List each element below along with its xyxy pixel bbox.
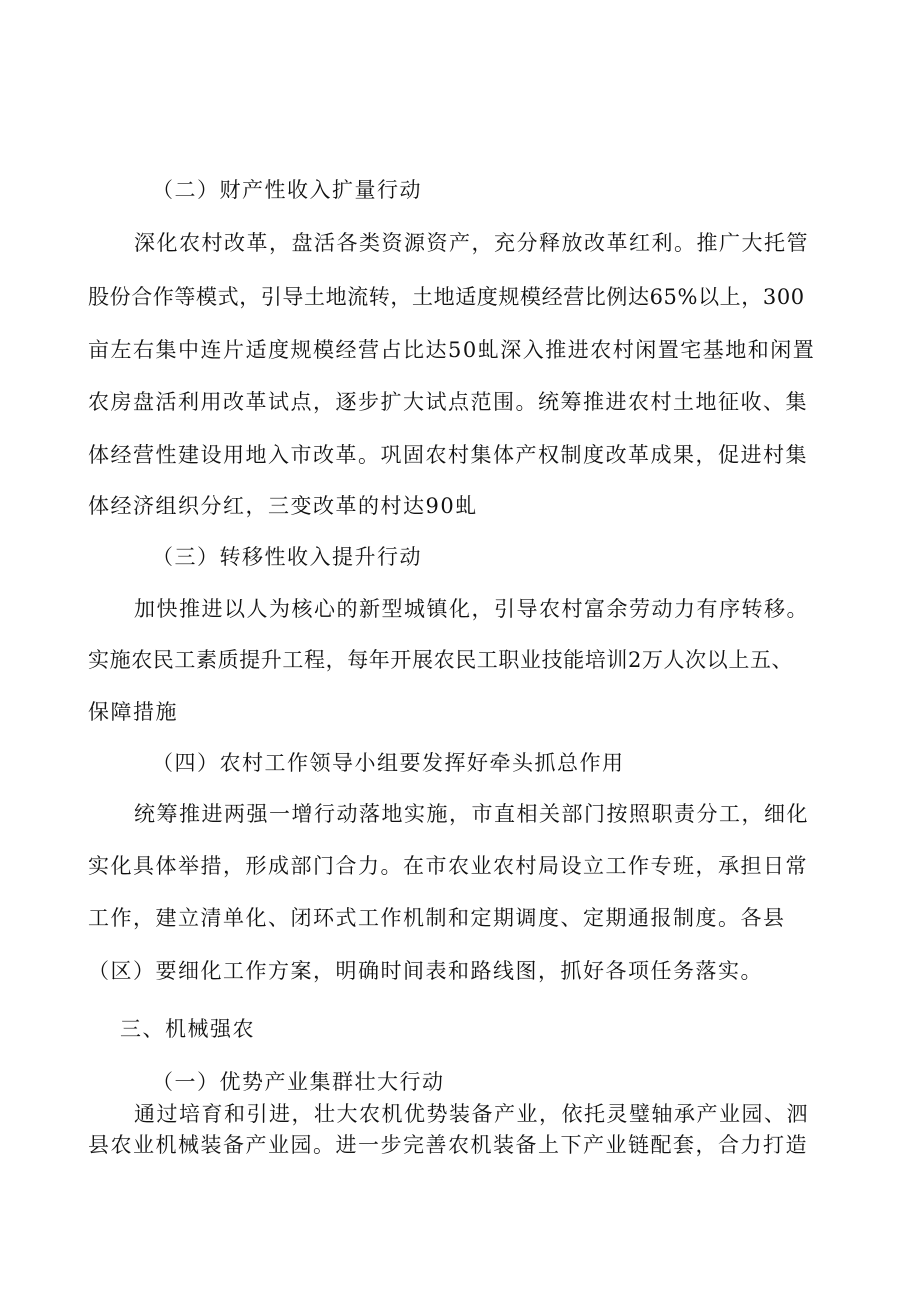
heading-safeguards: 保障措施 [88, 700, 178, 724]
paragraph-line: （区）要细化工作方案，明确时间表和路线图，抓好各项任务落实。 [88, 959, 763, 983]
paragraph-line: 体经营性建设用地入市改革。巩固农村集体产权制度改革成果，促进村集 [88, 443, 808, 467]
paragraph-line: 实化具体举措，形成部门合力。在市农业农村局设立工作专班，承担日常 [88, 854, 808, 878]
paragraph-line: 统筹推进两强一增行动落地实施，市直相关部门按照职责分工，细化 [134, 802, 809, 826]
heading-transfer-income: （三）转移性收入提升行动 [152, 545, 422, 569]
paragraph-line: 深化农村改革，盘活各类资源资产，充分释放改革红利。推广大托管 [134, 231, 809, 255]
heading-leadership-group: （四）农村工作领导小组要发挥好牵头抓总作用 [152, 751, 625, 775]
paragraph-line: 农房盘活利用改革试点，逐步扩大试点范围。统筹推进农村土地征收、集 [88, 390, 808, 414]
heading-industry-cluster: （一）优势产业集群壮大行动 [152, 1070, 445, 1094]
paragraph-line: 县农业机械装备产业园。进一步完善农机装备上下产业链配套，合力打造 [88, 1133, 808, 1157]
paragraph-line: 加快推进以人为核心的新型城镇化，引导农村富余劳动力有序转移。 [134, 597, 809, 621]
paragraph-line: 工作，建立清单化、闭环式工作机制和定期调度、定期通报制度。各县 [88, 906, 786, 930]
paragraph-line: 体经济组织分红，三变改革的村达90虬 [88, 494, 478, 518]
heading-machinery: 三、机械强农 [120, 1017, 255, 1041]
heading-property-income: （二）财产性收入扩量行动 [152, 178, 422, 202]
paragraph-line: 股份合作等模式，引导土地流转，土地适度规模经营比例达65%以上，300 [88, 285, 805, 309]
paragraph-line: 亩左右集中连片适度规模经营占比达50虬深入推进农村闲置宅基地和闲置 [88, 338, 816, 362]
paragraph-line: 通过培育和引进，壮大农机优势装备产业，依托灵璧轴承产业园、泗 [134, 1102, 809, 1126]
paragraph-line: 实施农民工素质提升工程，每年开展农民工职业技能培训2万人次以上五、 [88, 648, 794, 672]
